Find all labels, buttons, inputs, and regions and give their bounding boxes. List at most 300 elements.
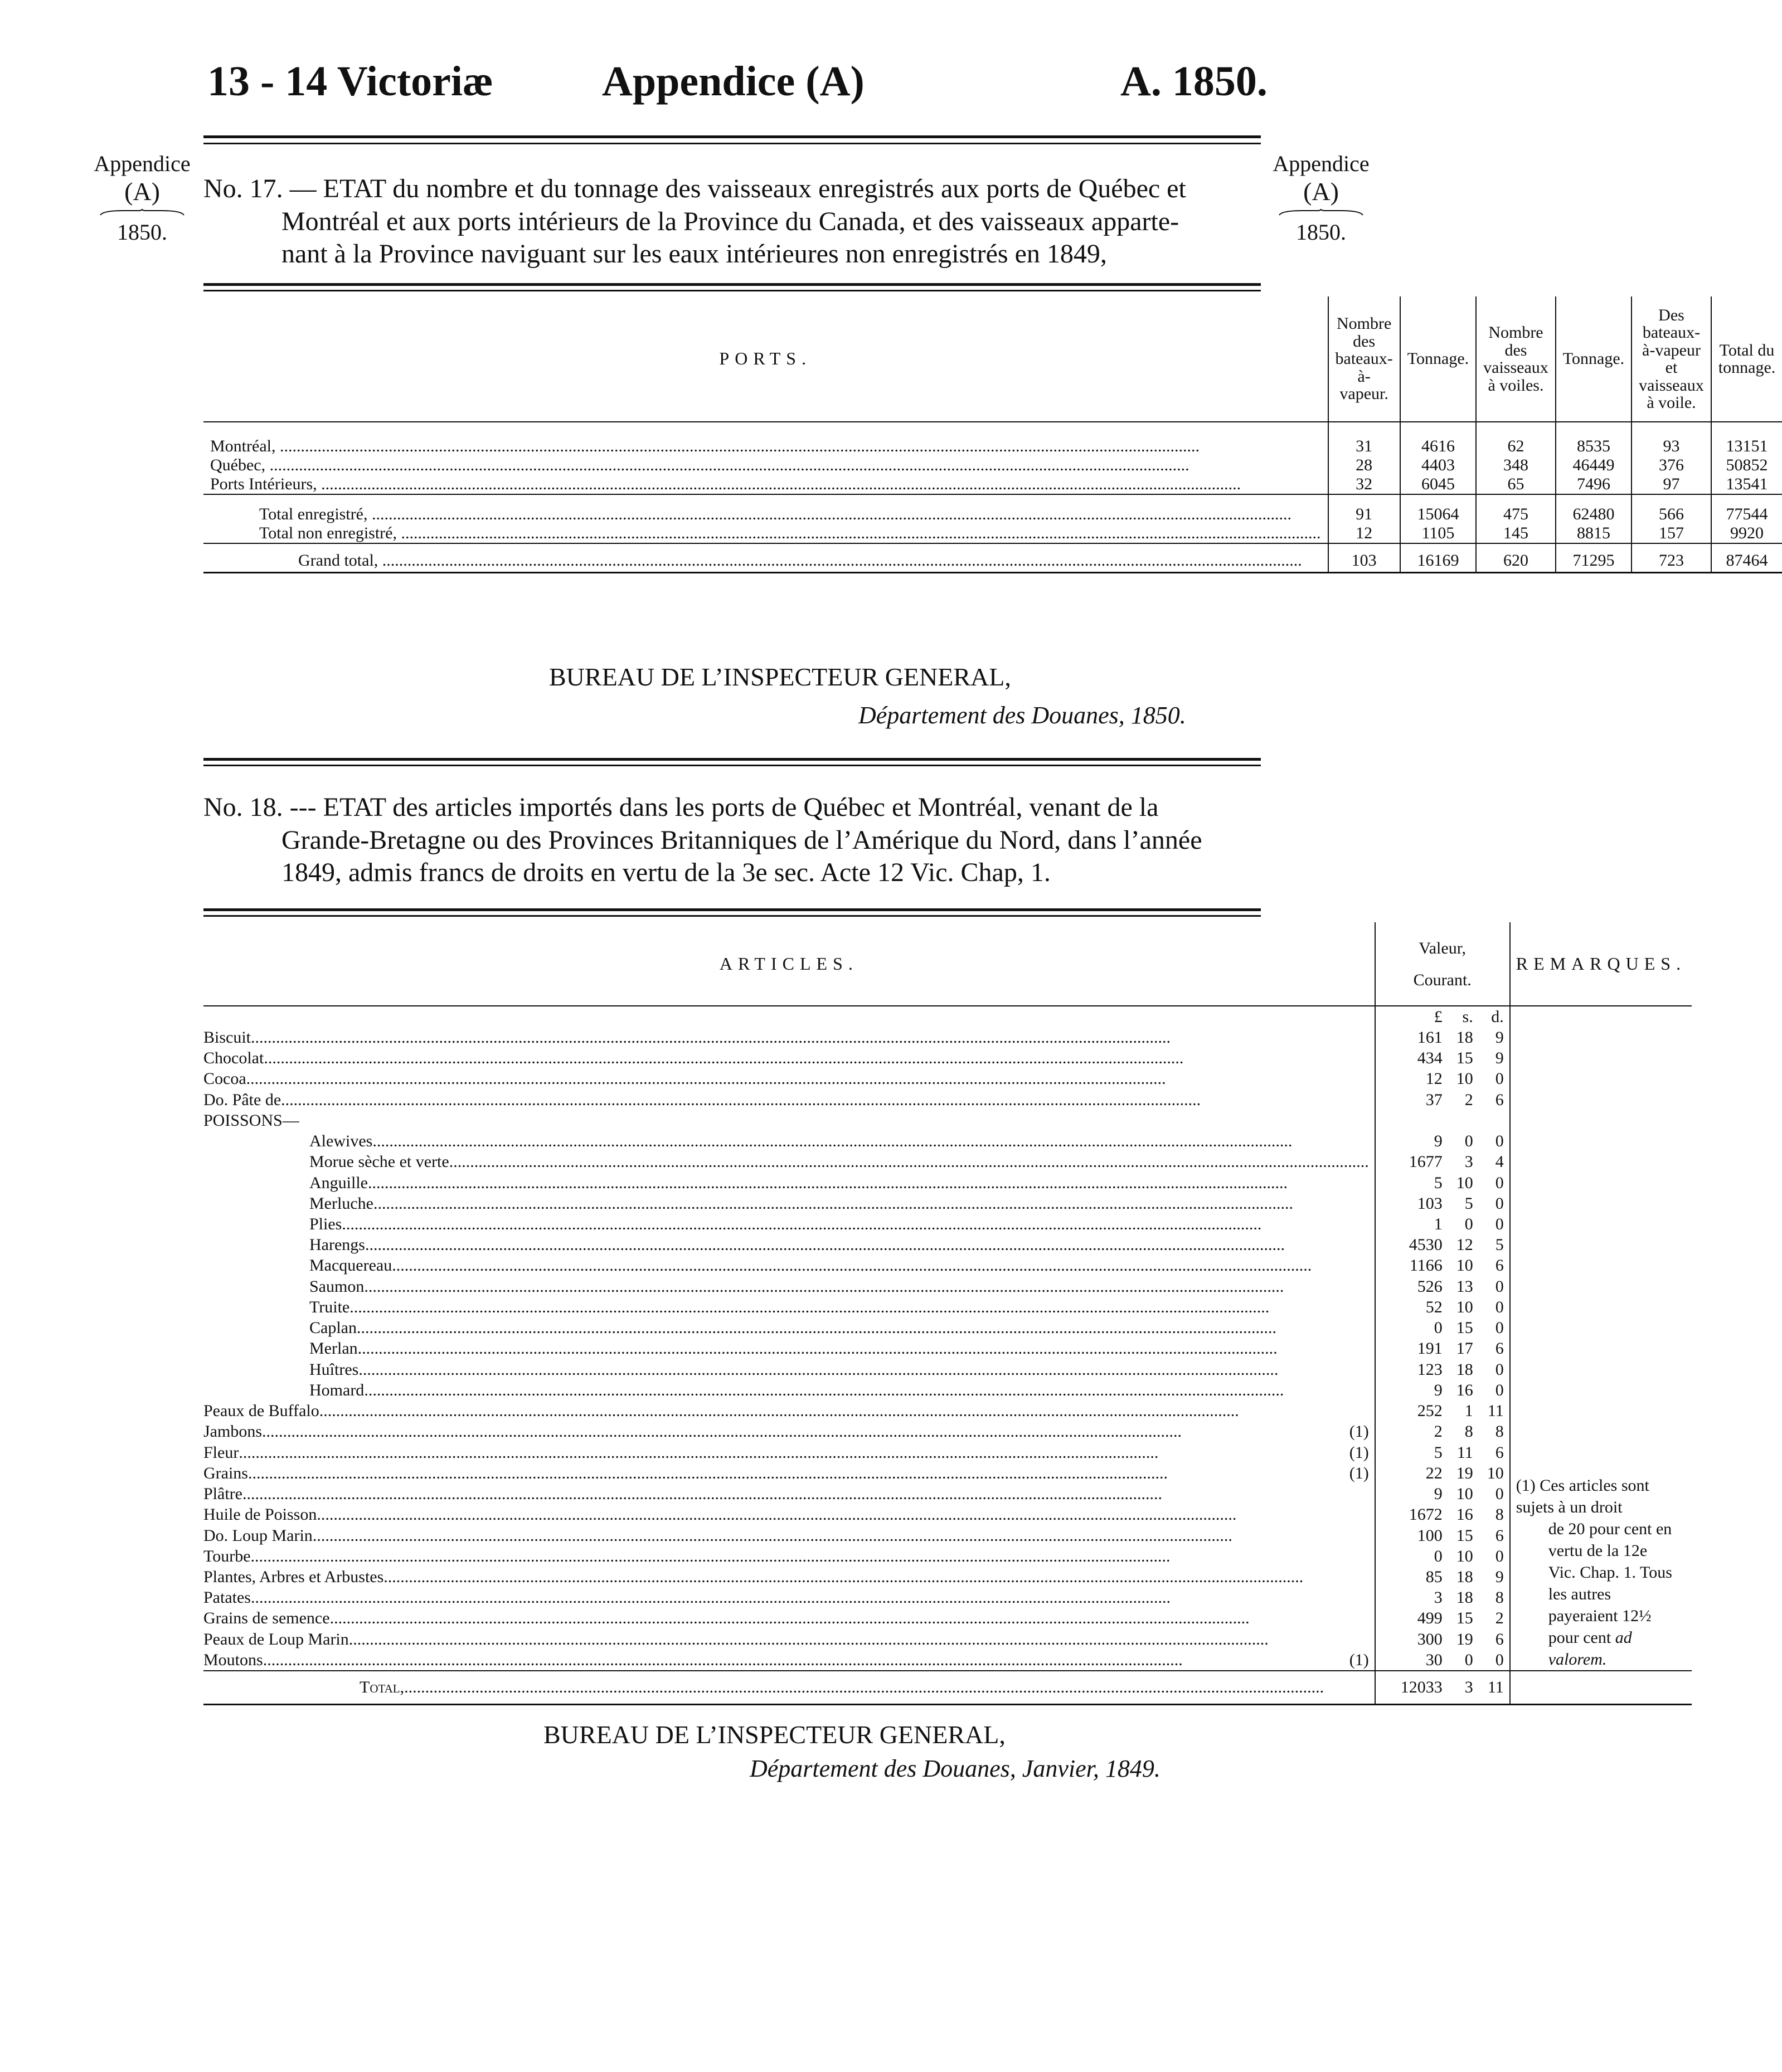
value-cell: 1105	[1400, 524, 1476, 543]
article-cell	[203, 1422, 1375, 1442]
article-name: Alewives	[309, 1132, 373, 1151]
shillings: 0	[1464, 1215, 1473, 1234]
port-label: Québec,	[210, 456, 266, 474]
table18-number: No. 18.	[203, 792, 283, 822]
article-name: Plâtre	[203, 1485, 242, 1504]
port-label: Total enregistré,	[259, 505, 368, 523]
pounds: 1	[1434, 1215, 1443, 1234]
margin-label-right	[1260, 150, 1382, 246]
remark-line	[1516, 1475, 1686, 1518]
article-row	[203, 1484, 1692, 1504]
article-row	[203, 1567, 1692, 1587]
shillings: 19	[1456, 1463, 1473, 1482]
pence: 0	[1495, 1485, 1504, 1504]
article-row	[203, 1359, 1692, 1380]
pounds: 300	[1417, 1630, 1443, 1648]
article-cell	[203, 1359, 1375, 1380]
pence: 0	[1495, 1215, 1504, 1234]
article-row	[203, 1505, 1692, 1525]
shillings: 2	[1464, 1090, 1473, 1109]
article-line	[203, 1630, 1369, 1649]
value-cell: 723	[1632, 543, 1711, 572]
article-row	[203, 1256, 1692, 1276]
port-label: Grand total,	[298, 551, 378, 570]
value-cell	[1375, 1401, 1510, 1422]
value-cell: 103	[1328, 543, 1400, 572]
dot-leader: ............................................................................................................................................................................................................................	[262, 1422, 1182, 1441]
value-cell	[1375, 1318, 1510, 1339]
col-nombre-voiles: Nombre des vaisseaux à voiles.	[1476, 296, 1556, 422]
table18-top-rule-thin	[203, 915, 1261, 917]
shillings: 1	[1464, 1402, 1473, 1421]
value-cell: 7496	[1556, 475, 1632, 494]
table18-title-line: Grande-Bretagne ou des Provinces Britanniques de l’Amérique du Nord, dans l’année	[281, 825, 1202, 855]
shillings: 0	[1464, 1650, 1473, 1669]
col-tonnage-voiles: Tonnage.	[1556, 296, 1632, 422]
pence: 0	[1495, 1194, 1504, 1213]
value-cell	[1375, 1629, 1510, 1650]
article-cell	[203, 1318, 1375, 1339]
pence: 4	[1495, 1152, 1504, 1171]
dot-leader: ............................................................................................................................................................................................................................	[358, 1360, 1279, 1379]
article-name: Patates	[203, 1588, 251, 1607]
table17-grand-total-row	[203, 543, 1782, 572]
value-cell	[1375, 1235, 1510, 1256]
table18-header-row	[203, 922, 1692, 1006]
value-cell: 620	[1476, 543, 1556, 572]
margin-label-year: 1850.	[1296, 220, 1346, 245]
col-valeur-line: Valeur,	[1419, 938, 1467, 957]
dot-leader: ............................................................................................................................................................................................................................	[251, 1028, 1171, 1047]
col-valeur	[1375, 922, 1510, 1006]
shillings: 10	[1456, 1485, 1473, 1504]
article-line	[309, 1194, 1369, 1213]
article-row	[203, 1339, 1692, 1359]
value-cell: 13541	[1711, 475, 1782, 494]
article-line	[203, 1505, 1369, 1524]
table17-total-row	[203, 524, 1782, 543]
value-cell: 6045	[1400, 475, 1476, 494]
table17-number: No. 17.	[203, 174, 283, 203]
value-cell	[1375, 1484, 1510, 1504]
article-cell	[203, 1484, 1375, 1504]
article-cell	[203, 1525, 1375, 1546]
article-name: Fleur	[203, 1443, 239, 1462]
value-cell	[1375, 1359, 1510, 1380]
pounds: 37	[1425, 1090, 1443, 1109]
article-cell	[203, 1089, 1375, 1110]
dot-leader: ............................................................................................................................................................................................................................	[392, 1256, 1312, 1275]
pence: 6	[1495, 1526, 1504, 1545]
margin-label-left	[81, 150, 203, 246]
shillings: 18	[1456, 1588, 1473, 1607]
total-label: Total,	[360, 1677, 405, 1696]
dot-leader: ............................................................................................................................................................................................................................	[342, 1215, 1262, 1234]
value-cell	[1375, 1671, 1510, 1704]
pence: 11	[1487, 1677, 1504, 1696]
article-cell	[203, 1650, 1375, 1671]
value-cell: 62	[1476, 422, 1556, 456]
remark-line	[1516, 1518, 1686, 1562]
value-cell: 145	[1476, 524, 1556, 543]
value-cell: 15064	[1400, 494, 1476, 524]
value-cell	[1375, 1152, 1510, 1173]
shillings: 3	[1464, 1152, 1473, 1171]
article-name: Truite	[309, 1297, 350, 1316]
dot-leader: ............................................................................................................................................................................................................................	[264, 1049, 1184, 1068]
pence: 0	[1495, 1546, 1504, 1565]
article-cell	[203, 1463, 1375, 1484]
shilling-unit: s.	[1462, 1007, 1473, 1026]
empty-cell	[203, 1006, 1375, 1027]
article-row	[203, 1027, 1692, 1048]
col-ports: PORTS.	[719, 348, 812, 369]
article-row	[203, 1214, 1692, 1234]
remark-ad-valorem: ad valorem.	[1548, 1628, 1632, 1669]
value-cell: 46449	[1556, 456, 1632, 475]
article-cell	[203, 1608, 1375, 1629]
pence: 0	[1495, 1380, 1504, 1399]
dot-leader: ............................................................................................................................................................................................................................	[372, 1132, 1293, 1151]
pounds: 252	[1417, 1402, 1443, 1421]
dot-leader: ............................................................................................................................................................................................................................	[250, 1546, 1171, 1565]
running-header-right: A. 1850.	[1120, 58, 1268, 105]
article-row	[203, 1629, 1692, 1650]
article-name: Huile de Poisson	[203, 1505, 317, 1524]
running-header-center: Appendice (A)	[602, 58, 865, 105]
pence: 0	[1495, 1277, 1504, 1296]
table18-bureau: BUREAU DE L’INSPECTEUR GENERAL,	[543, 1720, 1006, 1749]
article-line	[203, 1464, 1369, 1483]
shillings: 18	[1456, 1028, 1473, 1047]
dot-leader: ............................................................................................................................................................................................................................	[263, 1650, 1183, 1669]
pence: 2	[1495, 1609, 1504, 1628]
pounds: 161	[1417, 1028, 1443, 1047]
shillings: 3	[1464, 1677, 1473, 1696]
units-row	[203, 1006, 1692, 1027]
shillings: 0	[1464, 1132, 1473, 1151]
value-cell	[1375, 1567, 1510, 1587]
table18-title-line: --- ETAT des articles importés dans les ports de Québec et Montréal, venant de la	[289, 792, 1159, 822]
table18-title-line: 1849, admis francs de droits en vertu de la 3e sec. Acte 12 Vic. Chap, 1.	[281, 858, 1051, 888]
table17-title-line: Montréal et aux ports intérieurs de la Province du Canada, et des vaisseaux apparte-	[281, 206, 1179, 236]
pounds: 434	[1417, 1049, 1443, 1068]
margin-label-a: (A)	[1303, 177, 1339, 206]
article-name: Merlan	[309, 1339, 358, 1358]
remark-text: payeraient 12½ pour cent	[1548, 1607, 1652, 1647]
article-cell	[203, 1048, 1375, 1069]
value-cell: 71295	[1556, 543, 1632, 572]
article-name: Huîtres	[309, 1360, 359, 1379]
article-line	[203, 1111, 1369, 1130]
pence: 10	[1487, 1463, 1504, 1482]
shillings: 8	[1464, 1422, 1473, 1441]
dot-leader: ............................................................................................................................................................................................................................	[368, 1173, 1288, 1192]
table17-row	[203, 456, 1782, 475]
pence: 5	[1495, 1236, 1504, 1254]
value-cell	[1375, 1588, 1510, 1608]
article-line	[203, 1547, 1369, 1566]
value-cell: 65	[1476, 475, 1556, 494]
article-line	[203, 1028, 1369, 1047]
value-cell	[1375, 1608, 1510, 1629]
shillings: 16	[1456, 1505, 1473, 1524]
article-footnote-marker: (1)	[1349, 1443, 1369, 1462]
value-cell: 91	[1328, 494, 1400, 524]
article-cell	[203, 1131, 1375, 1151]
remark-text: (1) Ces articles sont sujets à un droit	[1516, 1476, 1649, 1516]
dot-leader: ............................................................................................................................................................................................................................	[246, 1069, 1166, 1088]
shillings: 17	[1456, 1339, 1473, 1358]
units-cell	[1375, 1006, 1510, 1027]
shillings: 10	[1456, 1256, 1473, 1275]
article-row	[203, 1276, 1692, 1297]
article-footnote-marker: (1)	[1349, 1650, 1369, 1669]
article-name: Biscuit	[203, 1028, 251, 1047]
article-cell	[203, 1173, 1375, 1193]
article-line	[203, 1651, 1369, 1670]
value-cell	[1375, 1442, 1510, 1463]
article-name: Do. Loup Marin	[203, 1526, 313, 1545]
article-line	[203, 1609, 1369, 1628]
value-cell	[1375, 1131, 1510, 1151]
shillings: 10	[1456, 1297, 1473, 1316]
article-name: Chocolat	[203, 1049, 264, 1068]
pounds: 103	[1417, 1194, 1443, 1213]
shillings: 18	[1456, 1360, 1473, 1379]
article-name: Peaux de Buffalo	[203, 1402, 319, 1421]
remark-line	[1516, 1605, 1686, 1670]
article-row	[203, 1193, 1692, 1214]
dot-leader: ............................................................................................................................................................................................................................	[364, 1277, 1284, 1296]
value-cell	[1375, 1422, 1510, 1442]
article-cell	[203, 1546, 1375, 1567]
pounds: 1677	[1409, 1152, 1443, 1171]
article-row	[203, 1048, 1692, 1069]
dot-leader: ............................................................................................................................................................................................................................	[373, 1194, 1293, 1213]
port-label-cell: Grand total, ............................................................................................................................................................................................................................	[298, 551, 1302, 570]
dot-leader: ............................................................................................................................................................................................................................	[247, 1463, 1168, 1482]
value-cell: 62480	[1556, 494, 1632, 524]
dot-leader: ............................................................................................................................................................................................................................	[404, 1677, 1324, 1696]
article-footnote-marker: (1)	[1349, 1463, 1369, 1482]
article-name: Grains	[203, 1463, 248, 1482]
port-label: Montréal,	[210, 437, 276, 455]
article-row	[203, 1318, 1692, 1339]
margin-label-year: 1850.	[117, 220, 167, 245]
article-name: Homard	[309, 1380, 365, 1399]
article-name: Caplan	[309, 1319, 357, 1337]
article-row	[203, 1608, 1692, 1629]
article-footnote-marker: (1)	[1349, 1422, 1369, 1441]
value-cell: 475	[1476, 494, 1556, 524]
article-cell	[203, 1256, 1375, 1276]
article-cell	[203, 1069, 1375, 1089]
table17-row	[203, 422, 1782, 456]
article-cell	[203, 1235, 1375, 1256]
article-name: Moutons	[203, 1650, 263, 1669]
value-cell: 77544	[1711, 494, 1782, 524]
article-cell	[203, 1152, 1375, 1173]
value-cell	[1375, 1110, 1510, 1131]
dot-leader: ............................................................................................................................................................................................................................	[281, 1090, 1201, 1109]
port-label: Total non enregistré,	[259, 524, 397, 542]
value-cell	[1375, 1276, 1510, 1297]
article-cell	[203, 1442, 1375, 1463]
value-cell	[1375, 1173, 1510, 1193]
value-cell	[1375, 1463, 1510, 1484]
header-rule-thin	[203, 143, 1261, 144]
section-rule-thin	[203, 765, 1261, 766]
dot-leader: ............................................................................................................................................................................................................................	[317, 1505, 1237, 1524]
pence: 0	[1495, 1132, 1504, 1151]
total-line	[360, 1678, 1369, 1697]
article-row	[203, 1588, 1692, 1608]
pounds: 4530	[1409, 1236, 1443, 1254]
article-cell	[203, 1567, 1375, 1587]
value-cell: 9920	[1711, 524, 1782, 543]
article-row	[203, 1463, 1692, 1484]
table18	[203, 922, 1692, 1705]
brace-icon	[1279, 209, 1363, 216]
pence: 0	[1495, 1319, 1504, 1337]
article-name: Harengs	[309, 1236, 365, 1254]
table17-header-row	[203, 296, 1782, 422]
article-row	[203, 1422, 1692, 1442]
dot-leader: ............................................................................................................................................................................................................................	[349, 1297, 1270, 1316]
article-line	[309, 1381, 1369, 1400]
value-cell: 93	[1632, 422, 1711, 456]
pence: 9	[1495, 1028, 1504, 1047]
value-cell: 8815	[1556, 524, 1632, 543]
article-line	[203, 1568, 1369, 1587]
shillings: 5	[1464, 1194, 1473, 1213]
pence: 0	[1495, 1069, 1504, 1088]
dot-leader: ............................................................................................................................................................................................................................	[242, 1485, 1162, 1504]
article-line	[309, 1360, 1369, 1379]
pence: 9	[1495, 1568, 1504, 1586]
value-cell: 32	[1328, 475, 1400, 494]
dot-leader: ............................................................................................................................................................................................................................	[319, 1402, 1239, 1421]
article-cell	[203, 1629, 1375, 1650]
article-cell	[203, 1505, 1375, 1525]
pounds: 1166	[1409, 1256, 1443, 1275]
article-line	[309, 1277, 1369, 1296]
value-cell: 4616	[1400, 422, 1476, 456]
article-line	[309, 1319, 1369, 1337]
article-row	[203, 1235, 1692, 1256]
article-row	[203, 1525, 1692, 1546]
article-line	[309, 1152, 1369, 1171]
article-line	[203, 1422, 1369, 1441]
value-cell: 8535	[1556, 422, 1632, 456]
pounds: 52	[1425, 1297, 1443, 1316]
article-name: Tourbe	[203, 1546, 251, 1565]
pounds: 9	[1434, 1380, 1443, 1399]
value-cell: 87464	[1711, 543, 1782, 572]
shillings: 15	[1456, 1049, 1473, 1068]
article-cell	[203, 1110, 1375, 1131]
value-cell: 31	[1328, 422, 1400, 456]
pounds: 2	[1434, 1422, 1443, 1441]
empty-cell	[1510, 1671, 1692, 1704]
pence: 6	[1495, 1630, 1504, 1648]
dot-leader: ............................................................................................................................................................................................................................	[348, 1630, 1269, 1648]
dot-leader: ............................................................................................................................................................................................................................	[239, 1443, 1159, 1462]
value-cell	[1375, 1380, 1510, 1400]
col-valeur-line: Courant.	[1413, 970, 1472, 989]
article-line	[309, 1215, 1369, 1234]
table17-total-row	[203, 494, 1782, 524]
shillings: 11	[1456, 1443, 1473, 1462]
col-tonnage-vapeur: Tonnage.	[1400, 296, 1476, 422]
article-name: Grains de semence	[203, 1609, 330, 1628]
table17-title-line: — ETAT du nombre et du tonnage des vaisseaux enregistrés aux ports de Québec et	[289, 174, 1186, 203]
dot-leader: ............................................................................................................................................................................................................................	[356, 1319, 1276, 1337]
port-label-cell: Ports Intérieurs, ............................................................................................................................................................................................................................	[210, 475, 1241, 493]
port-label-cell: Total non enregistré, ............................................................................................................................................................................................................................	[259, 524, 1321, 542]
value-cell: 566	[1632, 494, 1711, 524]
article-name: Jambons	[203, 1422, 262, 1441]
value-cell: 12	[1328, 524, 1400, 543]
value-cell	[1375, 1546, 1510, 1567]
pounds: 3	[1434, 1588, 1443, 1607]
col-remarques: REMARQUES.	[1510, 922, 1692, 1006]
shillings: 18	[1456, 1568, 1473, 1586]
total-label-cell	[203, 1671, 1375, 1704]
brace-icon	[100, 209, 184, 216]
pounds: 526	[1417, 1277, 1443, 1296]
pence-unit: d.	[1491, 1007, 1504, 1026]
article-row	[203, 1089, 1692, 1110]
pence: 8	[1495, 1505, 1504, 1524]
value-cell: 13151	[1711, 422, 1782, 456]
article-line	[203, 1049, 1369, 1068]
article-name: Plies	[309, 1215, 342, 1234]
pounds: 0	[1434, 1546, 1443, 1565]
value-cell: 376	[1632, 456, 1711, 475]
table17	[203, 296, 1782, 573]
shillings: 16	[1456, 1380, 1473, 1399]
article-cell	[203, 1401, 1375, 1422]
pounds: 0	[1434, 1319, 1443, 1337]
pounds: 191	[1417, 1339, 1443, 1358]
value-cell: 157	[1632, 524, 1711, 543]
shillings: 10	[1456, 1069, 1473, 1088]
pounds: 499	[1417, 1609, 1443, 1628]
pence: 6	[1495, 1443, 1504, 1462]
article-name: Saumon	[309, 1277, 365, 1296]
article-row	[203, 1380, 1692, 1400]
article-row	[203, 1069, 1692, 1089]
article-line	[309, 1298, 1369, 1317]
value-cell	[1375, 1048, 1510, 1069]
article-line	[203, 1485, 1369, 1504]
article-cell	[203, 1193, 1375, 1214]
section-rule	[203, 758, 1261, 761]
pence: 0	[1495, 1173, 1504, 1192]
col-total-navires: Des bateaux-à-vapeur et vaisseaux à voile.	[1632, 296, 1711, 422]
article-line	[203, 1091, 1369, 1110]
value-cell	[1375, 1505, 1510, 1525]
dot-leader: ............................................................................................................................................................................................................................	[312, 1526, 1232, 1545]
dot-leader: ............................................................................................................................................................................................................................	[357, 1339, 1278, 1358]
article-row	[203, 1173, 1692, 1193]
pence: 9	[1495, 1049, 1504, 1068]
shillings: 10	[1456, 1546, 1473, 1565]
value-cell	[1375, 1089, 1510, 1110]
value-cell	[1375, 1027, 1510, 1048]
